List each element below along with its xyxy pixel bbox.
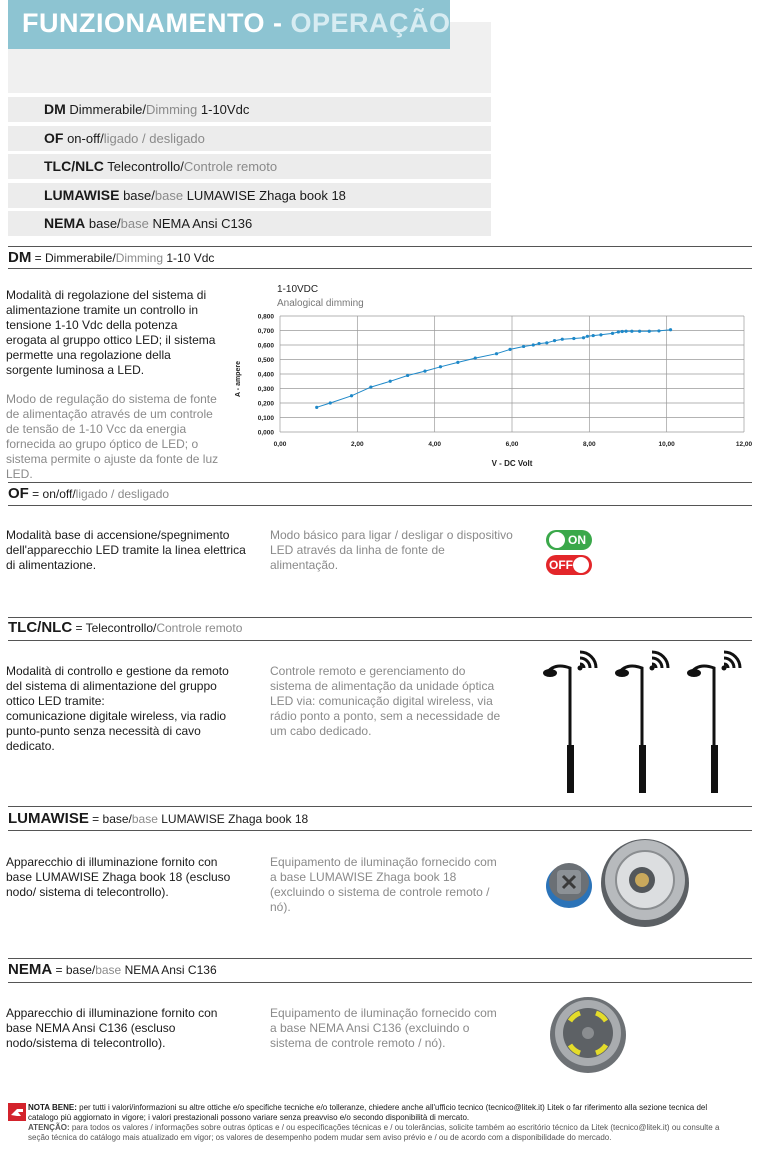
chart-point [423, 370, 426, 373]
legend-pt: Dimming [145, 102, 198, 117]
section-rule [8, 982, 752, 983]
chart-point [582, 336, 585, 339]
chart-y-tick-label: 0,400 [257, 371, 274, 379]
tlc-text-pt: Controle remoto e gerenciamento do sistema de alimentação da unidade óptica LED via: comunicação digital wireless, via rádio ponto a ponto, sem a necessidade de um cabo dedicado. [270, 664, 501, 738]
legend-pt: base [154, 188, 184, 203]
dimming-chart-svg [230, 282, 752, 472]
section-rule [8, 246, 752, 247]
legend-it: Dimmerabile/ [69, 102, 146, 117]
chart-point [474, 356, 477, 359]
section-rule [8, 505, 752, 506]
nota-it: per tutti i valori/informazioni su altre ottiche e/o specifiche tecniche e/o tolleranze, chiedere anche all'ufficio tecnico (tecnico@litek.it) Litek o far riferimento alla sezione tecnica del catalogo più aggiornato in vigore; i valori prestazionali possono variare senza preavviso e/o secondo disponibilità di mercato. [28, 1103, 708, 1122]
chart-point [315, 406, 318, 409]
lumawise-socket-icon [544, 836, 692, 932]
chart-subtitle: Analogical dimming [277, 298, 364, 309]
legend-it: Telecontrollo/ [107, 159, 184, 174]
section-title-it: = Telecontrollo/ [72, 621, 157, 635]
chart-point [561, 338, 564, 341]
chart-point [638, 330, 641, 333]
legend-row-nema [8, 211, 491, 236]
legend-code: OF [44, 130, 64, 146]
section-title-rest: NEMA Ansi C136 [121, 963, 217, 977]
streetlight-icon [543, 652, 596, 793]
section-title-pt: Dimming [115, 251, 164, 265]
chart-point [592, 334, 595, 337]
legend-rest: NEMA Ansi C136 [148, 216, 253, 231]
toggle-knob [549, 532, 565, 548]
chart-point [522, 345, 525, 348]
section-code: TLC/NLC [8, 619, 73, 636]
section-rule [8, 640, 752, 641]
nema-socket-icon [548, 995, 628, 1075]
chart-point [406, 374, 409, 377]
section-code: DM [8, 249, 32, 266]
lumawise-base-icon [601, 839, 689, 927]
chart-point [624, 330, 627, 333]
legend-row-tlc [8, 154, 491, 179]
section-title-of [8, 485, 169, 502]
toggle-knob [573, 557, 589, 573]
legend-code: TLC/NLC [44, 158, 104, 174]
section-rule [8, 482, 752, 483]
chart-y-ticks [258, 314, 275, 437]
chart-x-tick-label: 2,00 [351, 441, 364, 448]
chart-point [553, 339, 556, 342]
streetlight-icon [687, 652, 740, 793]
section-rule [8, 806, 752, 807]
atencao-label: ATENÇÃO: [28, 1123, 70, 1132]
chart-point [456, 361, 459, 364]
section-rule [8, 958, 752, 959]
chart-x-tick-label: 6,00 [505, 441, 519, 448]
chart-point [621, 330, 624, 333]
chart-x-tick-label: 8,00 [583, 441, 596, 448]
off-toggle-icon [546, 555, 592, 575]
tlc-text-it: Modalità di controllo e gestione da remoto del sistema di alimentazione del gruppo ottico LED tramite: comunicazione digitale wireless, via radio punto-punto senza necessità di cavo dedicato. [6, 664, 229, 753]
chart-point [657, 329, 660, 332]
chart-point [572, 337, 575, 340]
chart-title: 1-10VDC [277, 284, 319, 295]
chart-point [389, 380, 392, 383]
legend-pt: ligado / desligado [103, 131, 205, 146]
on-label: ON [568, 533, 586, 547]
section-code: OF [8, 485, 29, 502]
section-title-rest: 1-10 Vdc [163, 251, 215, 265]
section-title-dm [8, 249, 214, 266]
chart-x-tick-label: 4,00 [428, 441, 441, 448]
chart-point [439, 365, 442, 368]
warning-hand-icon [8, 1103, 26, 1121]
legend-pt: Controle remoto [183, 159, 278, 174]
chart-point [611, 332, 614, 335]
legend-it: base/ [88, 216, 121, 231]
chart-point [630, 330, 633, 333]
section-title-nema [8, 961, 217, 978]
legend-code: LUMAWISE [44, 187, 120, 203]
legend-rest: 1-10Vdc [197, 102, 250, 117]
section-rule [8, 617, 752, 618]
legend-it: base/ [123, 188, 155, 203]
lumawise-text-pt: Equipamento de iluminação fornecido com a base LUMAWISE Zhaga book 18 (excluindo o sistema de controle remoto / nó). [270, 855, 497, 914]
chart-point [495, 352, 498, 355]
legend-code: NEMA [44, 215, 86, 231]
chart-ylabel: A - ampere [235, 361, 242, 397]
chart-xlabel: V - DC Volt [491, 459, 533, 468]
chart-point [532, 343, 535, 346]
chart-point [599, 333, 602, 336]
section-title-pt: ligado / desligado [75, 487, 170, 501]
lumawise-connector-icon [546, 863, 592, 908]
of-text-pt: Modo básico para ligar / desligar o dispositivo LED através da linha de fonte de alimentação. [270, 528, 513, 572]
legend-code: DM [44, 101, 66, 117]
section-code: NEMA [8, 961, 53, 978]
chart-y-tick-label: 0,800 [257, 313, 274, 321]
chart-point [545, 341, 548, 344]
section-rule [8, 830, 752, 831]
lumawise-text-it: Apparecchio di illuminazione fornito con base LUMAWISE Zhaga book 18 (escluso nodo/ sistema di telecontrollo). [6, 855, 231, 899]
wireless-streetlights-icon [538, 650, 752, 795]
title-main: FUNZIONAMENTO - [22, 8, 291, 38]
on-toggle-icon [546, 530, 592, 550]
title-sub: OPERAÇÃO [290, 8, 451, 38]
of-text-it: Modalità base di accensione/spegnimento dell'apparecchio LED tramite la linea elettrica di alimentazione. [6, 528, 246, 572]
atencao-pt: para todos os valores / informações sobre outras ópticas e / ou especificações técnicas e / ou tolerâncias, solicite também ao escritório técnico da Litek (tecnico@litek.it) ou consulte a seção técnica do catálogo mais atualizado em vigor; os valores de desempenho podem mudar sem aviso prévio e / ou de acordo com a disponibilidade do mercado. [28, 1123, 720, 1142]
chart-point [648, 330, 651, 333]
chart-x-tick-label: 0,00 [273, 441, 287, 448]
section-title-it: = Dimmerabile/ [31, 251, 116, 265]
legend-row-of [8, 126, 491, 151]
chart-grid [280, 316, 744, 432]
chart-x-tick-label: 12,00 [735, 441, 752, 448]
section-title-pt: base [131, 812, 158, 826]
chart-y-tick-label: 0,600 [257, 342, 274, 350]
dm-text-it: Modalità di regolazione del sistema di alimentazione tramite un controllo in tensione 1-10 Vdc della potenza erogata al gruppo ottico LED; il sistema permette una regolazione della sorgente luminosa a LED. [6, 288, 216, 377]
chart-y-tick-label: 0,500 [257, 357, 274, 364]
nota-label: NOTA BENE: [28, 1103, 77, 1112]
chart-point [537, 342, 540, 345]
legend-rest: LUMAWISE Zhaga book 18 [183, 188, 346, 203]
section-title-it: = on/off/ [28, 487, 76, 501]
chart-y-tick-label: 0,100 [257, 415, 274, 422]
section-title-it: = base/ [88, 812, 132, 826]
chart-point [369, 385, 372, 388]
chart-point [617, 330, 620, 333]
chart-point [586, 335, 589, 338]
chart-y-tick-label: 0,300 [257, 386, 274, 393]
page-title [22, 8, 451, 39]
section-title-it: = base/ [52, 963, 96, 977]
chart-series-line [317, 330, 671, 408]
chart-y-tick-label: 0,200 [257, 400, 274, 408]
section-code: LUMAWISE [8, 810, 89, 827]
chart-x-ticks [274, 441, 752, 448]
chart-y-tick-label: 0,700 [257, 328, 274, 335]
nema-text-pt: Equipamento de iluminação fornecido com a base NEMA Ansi C136 (excluindo o sistema de controle remoto / nó). [270, 1006, 497, 1050]
chart-y-tick-label: 0,000 [257, 429, 274, 437]
chart-point [508, 348, 511, 351]
dm-text-pt: Modo de regulação do sistema de fonte de alimentação através de um controle de tensão de 1-10 Vcc da energia fornecida ao grupo óptico de LED; o sistema permite o ajuste da fonte de luz LED. [6, 392, 219, 481]
section-title-rest: LUMAWISE Zhaga book 18 [157, 812, 309, 826]
legend-row-lumawise [8, 183, 491, 208]
section-title-tlc [8, 619, 242, 636]
section-title-pt: Controle remoto [156, 621, 243, 635]
nota-text [28, 1103, 738, 1143]
nema-text-it: Apparecchio di illuminazione fornito con base NEMA Ansi C136 (escluso nodo/sistema di telecontrollo). [6, 1006, 218, 1050]
streetlight-icon [615, 652, 668, 793]
chart-point [329, 401, 332, 404]
chart-point [669, 328, 672, 331]
legend-it: on-off/ [67, 131, 104, 146]
section-title-pt: base [95, 963, 122, 977]
legend-row-dm [8, 97, 491, 122]
dimming-chart [230, 282, 752, 472]
section-title-lumawise [8, 810, 308, 827]
chart-x-tick-label: 10,00 [658, 441, 675, 448]
chart-point [350, 394, 353, 397]
legend-pt: base [120, 216, 149, 231]
off-label: OFF [549, 558, 573, 572]
section-rule [8, 268, 752, 269]
chart-series [315, 328, 672, 409]
